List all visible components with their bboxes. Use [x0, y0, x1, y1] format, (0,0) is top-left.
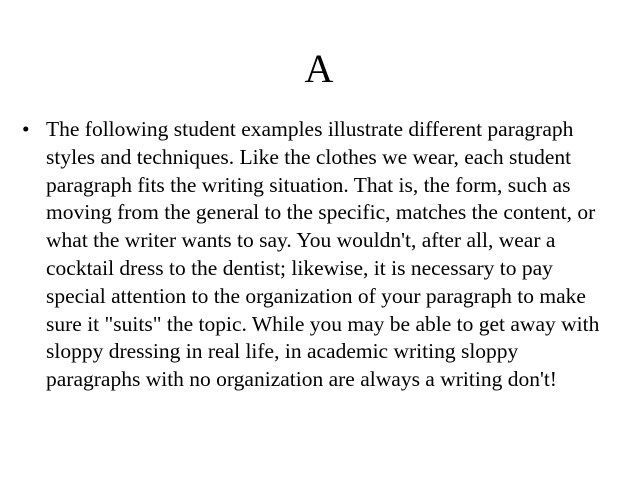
bullet-text: The following student examples illustrate different paragraph styles and techniques. Like the clothes we wear, each student paragraph fits the writing situation. That is, the form, such as moving from the general to the specific, matches the content, or what the writer wants to say. You wouldn't, after all, wear a cocktail dress to the dentist; likewise, it is necessary to pay special attention to the organization of your paragraph to make sure it "suits" the topic. While you may be able to get away with sloppy dressing in real life, in academic writing sloppy paragraphs with no organization are always a writing don't! [46, 117, 600, 392]
bullet-marker: • [22, 117, 30, 141]
slide-title: A [304, 46, 334, 91]
bullet-item [22, 116, 612, 394]
bullet-list [22, 116, 612, 394]
